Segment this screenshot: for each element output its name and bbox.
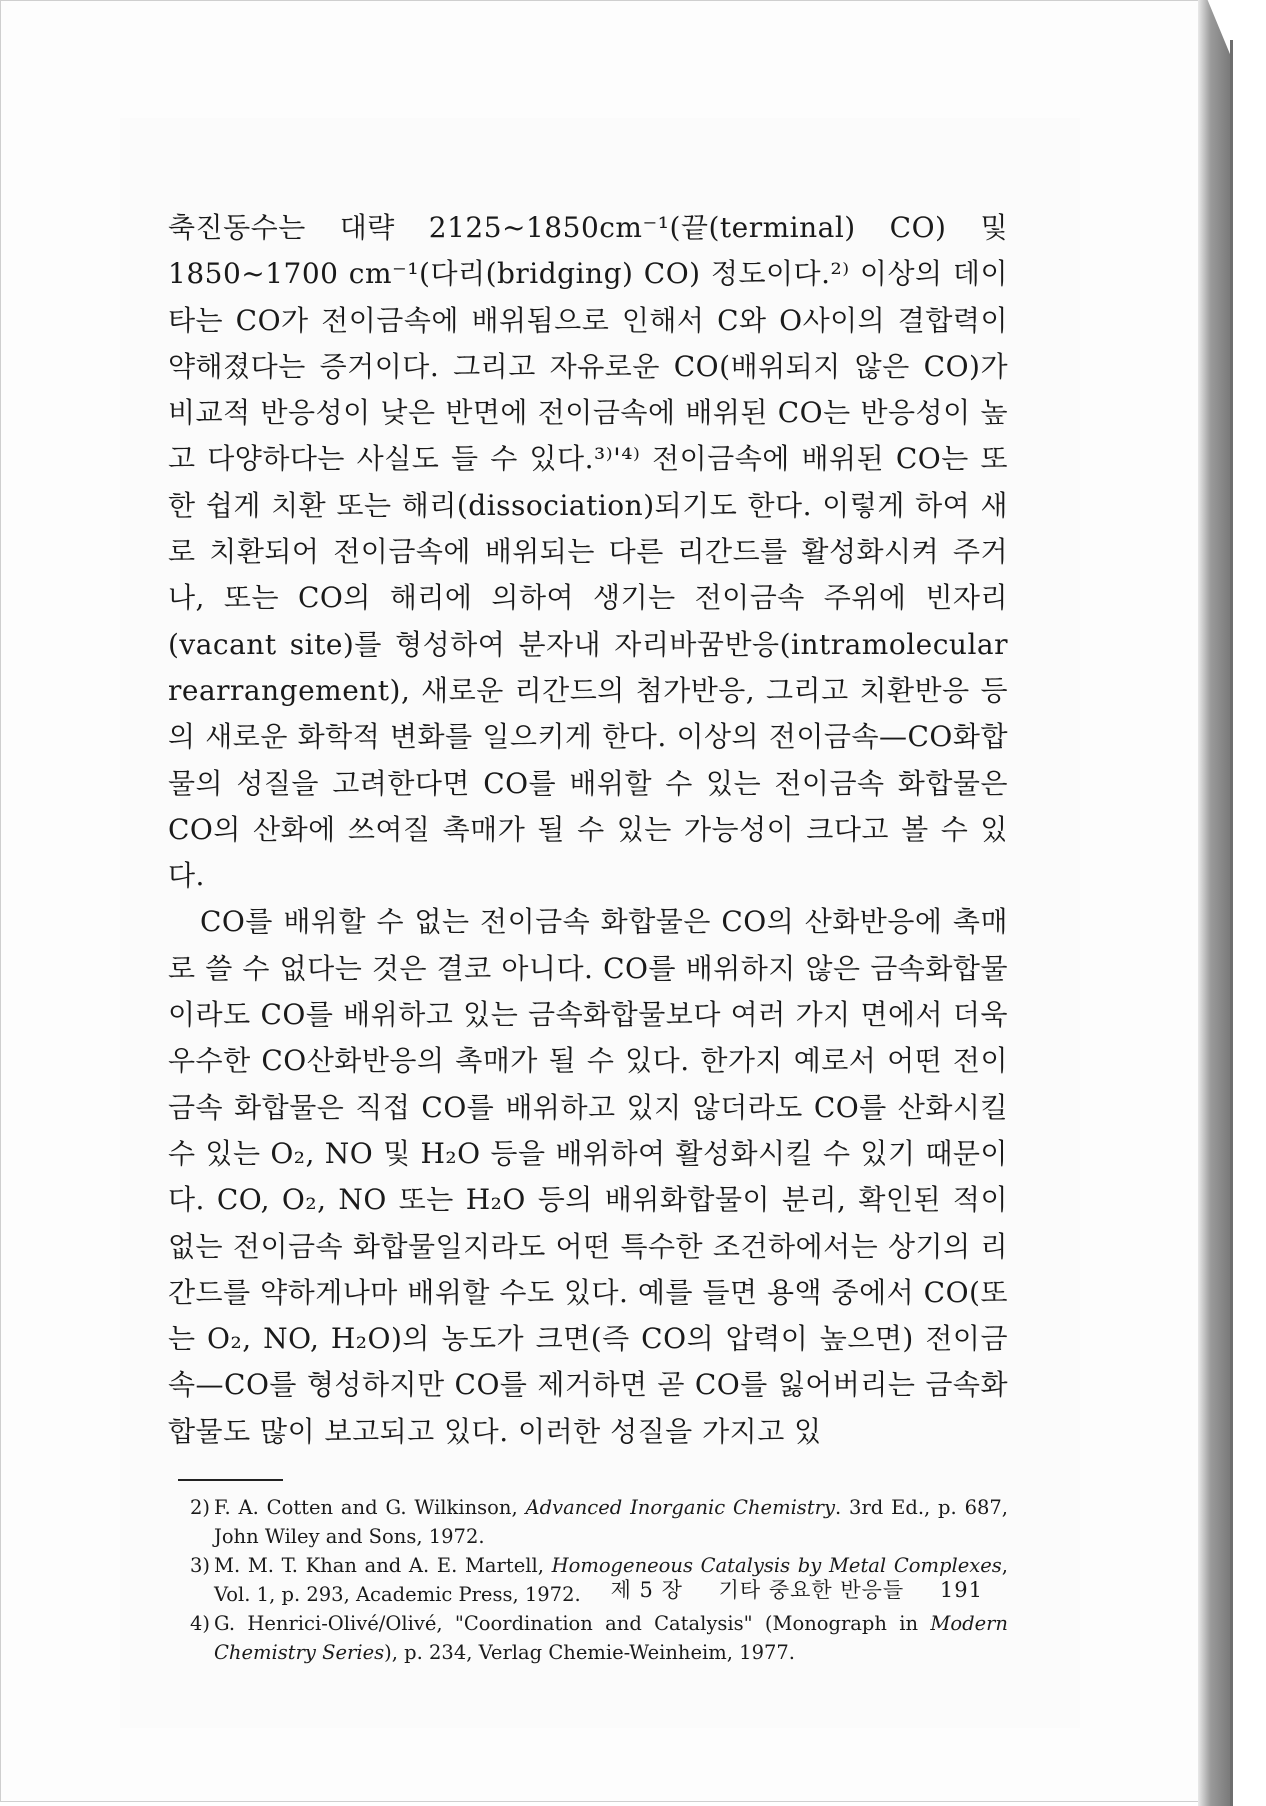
footnote-number: 2) (190, 1496, 211, 1520)
footnote-text: ), p. 234, Verlag Chemie-Weinheim, 1977. (384, 1641, 795, 1665)
footnote-text: . 3rd Ed., p. 687, John Wiley and Sons, 1972. (214, 1496, 1008, 1549)
footnote-4 (190, 1609, 1008, 1667)
footnote-text: , Vol. 1, p. 293, Academic Press, 1972. (214, 1554, 1008, 1607)
book-page (168, 205, 1008, 1667)
footnote-rule (178, 1479, 283, 1481)
paragraph-1: 축진동수는 대략 2125~1850cm⁻¹(끝(terminal) CO) 및 1850~1700 cm⁻¹(다리(bridging) CO) 정도이다.²⁾ 이상의 데이타는 CO가 전이금속에 배위됨으로 인해서 C와 O사이의 결합력이 약해졌다는 증거이다. 그리고 자유로운 CO(배위되지 않은 CO)가 비교적 반응성이 낮은 반면에 전이금속에 배위된 CO는 반응성이 높고 다양하다는 사실도 들 수 있다.³⁾'⁴⁾ 전이금속에 배위된 CO는 또한 쉽게 치환 또는 해리(dissociation)되기도 한다. 이렇게 하여 새로 치환되어 전이금속에 배위되는 다른 리간드를 활성화시켜 주거나, 또는 CO의 해리에 의하여 생기는 전이금속 주위에 빈자리(vacant site)를 형성하여 분자내 자리바꿈반응(intramolecular rearrangement), 새로운 리간드의 첨가반응, 그리고 치환반응 등의 새로운 화학적 변화를 일으키게 한다. 이상의 전이금속—CO화합물의 성질을 고려한다면 CO를 배위할 수 있는 전이금속 화합물은 CO의 산화에 쓰여질 촉매가 될 수 있는 가능성이 크다고 볼 수 있다. (168, 211, 1008, 893)
chapter-title: 기타 중요한 반응들 (718, 1578, 905, 1602)
chapter-label: 제 5 장 (610, 1578, 683, 1602)
footnote-series-title: Modern Chemistry Series (214, 1612, 1008, 1665)
footnote-2 (190, 1493, 1008, 1551)
footnote-book-title: Advanced Inorganic Chemistry (525, 1496, 835, 1520)
page-spine-shadow (1198, 0, 1230, 1806)
footnote-text: G. Henrici-Olivé/Olivé, "Coordination and Catalysis" (Monograph in (214, 1612, 931, 1636)
footnote-number: 4) (190, 1612, 211, 1636)
footnote-text: M. M. T. Khan and A. E. Martell, (214, 1554, 552, 1578)
footnote-text: F. A. Cotten and G. Wilkinson, (214, 1496, 526, 1520)
paragraph-2: CO를 배위할 수 없는 전이금속 화합물은 CO의 산화반응에 촉매로 쓸 수 없다는 것은 결코 아니다. CO를 배위하지 않은 금속화합물이라도 CO를 배위하고 있는 금속화합물보다 여러 가지 면에서 더욱 우수한 CO산화반응의 촉매가 될 수 있다. 한가지 예로서 어떤 전이금속 화합물은 직접 CO를 배위하고 있지 않더라도 CO를 산화시킬 수 있는 O₂, NO 및 H₂O 등을 배위하여 활성화시킬 수 있기 때문이다. CO, O₂, NO 또는 H₂O 등의 배위화합물이 분리, 확인된 적이 없는 전이금속 화합물일지라도 어떤 특수한 조건하에서는 상기의 리간드를 약하게나마 배위할 수도 있다. 예를 들면 용액 중에서 CO(또는 O₂, NO, H₂O)의 농도가 크면(즉 CO의 압력이 높으면) 전이금속—CO를 형성하지만 CO를 제거하면 곧 CO를 잃어버리는 금속화합물도 많이 보고되고 있다. 이러한 성질을 가지고 있 (168, 905, 1008, 1448)
footnote-book-title: Homogeneous Catalysis by Metal Complexes (551, 1554, 1002, 1578)
page-spine-edge (1230, 40, 1233, 1806)
page-number: 191 (939, 1578, 983, 1602)
footnote-number: 3) (190, 1554, 211, 1578)
running-footer (168, 1574, 983, 1604)
body-text (168, 205, 1008, 1455)
